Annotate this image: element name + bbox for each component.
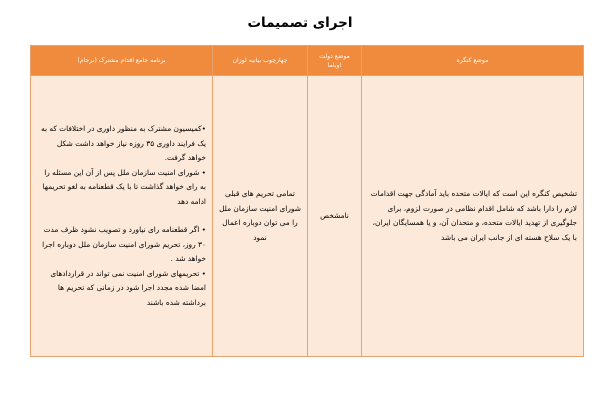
cell-congress-text: تشخیص کنگره این است که ایالات متحده باید آمادگی جهت اقدامات لازم را دارا باشد که شامل اقدام نظامی در صورت لزوم، برای جلوگیری از تهدید ایالات متحده، و متحدان آن، و یا همسایگان ایران، با یک سلاح هسته ای از جانب ایران می باشد: [370, 189, 577, 242]
cell-jcpoa-content: [31, 122, 212, 310]
header-obama: [308, 46, 362, 76]
cell-lausanne: [213, 76, 308, 357]
header-obama-line1: موضع دولت: [319, 52, 350, 60]
cell-congress: [362, 76, 584, 357]
cell-obama-text: نامشخص: [320, 210, 349, 220]
header-congress: موضع کنگره: [362, 46, 584, 76]
header-lausanne: چهارچوب بیانیه لوزان: [213, 46, 308, 76]
page-title: اجرای تصمیمات: [247, 15, 353, 31]
table-header-row: [31, 46, 584, 76]
cell-obama: [308, 76, 362, 357]
table-row: [31, 76, 584, 357]
header-jcpoa: برنامه جامع اقدام مشترک (برجام): [31, 46, 213, 76]
spacer: [37, 209, 206, 223]
jcpoa-bullet: •کمیسیون مشترک به منظور داوری در اختلافات که به یک فرایند داوری ۳۵ روزه نیاز خواهد داشت شکل خواهد گرفت.: [40, 124, 206, 162]
jcpoa-bullet: • شورای امنیت سازمان ملل پس از آن این مسئله را به رای خواهد گذاشت تا با یک قطعنامه به لغو تحریمها ادامه دهد: [42, 167, 206, 206]
cell-jcpoa: [31, 76, 213, 357]
jcpoa-bullet: • تحریمهای شورای امنیت نمی تواند در قراردادهای امضا شده مجدد اجرا شود در زمانی که تحریم ها برداشته شده باشند: [50, 268, 206, 307]
jcpoa-bullet: • اگر قطعنامه رای نیاورد و تصویب نشود ظرف مدت ۳۰ روز، تحریم شورای امنیت سازمان ملل دوباره اجرا خواهد شد .: [42, 225, 206, 263]
header-obama-line2: اوباما: [327, 61, 342, 69]
comparison-table: [30, 45, 584, 357]
cell-lausanne-text: تمامی تحریم های قبلی شورای امنیت سازمان ملل را می توان دوباره اعمال نمود: [219, 189, 301, 242]
